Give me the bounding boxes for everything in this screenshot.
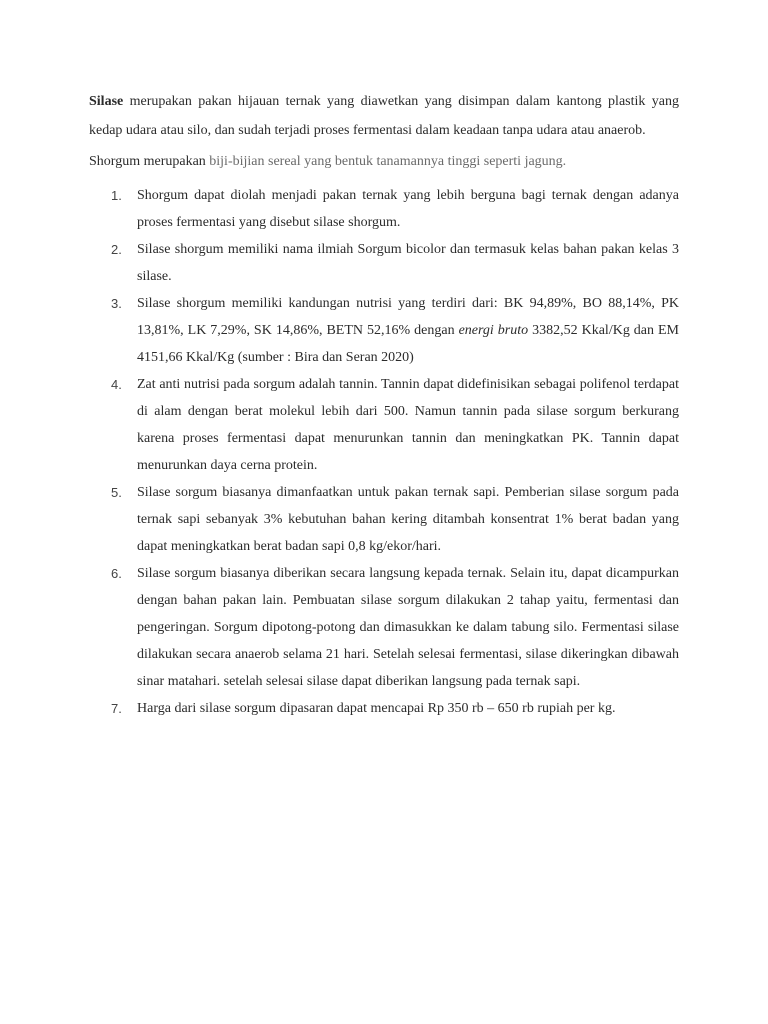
- list-text: 3382,52 Kkal/Kg dan EM 4151,66 Kkal/Kg (sumber : Bira dan Seran 2020): [137, 323, 680, 365]
- shorgum-rest: biji-bijian sereal yang bentuk tanamannya tinggi seperti jagung.: [209, 154, 567, 169]
- list-item: [89, 236, 679, 290]
- list-number: 3.: [111, 296, 122, 311]
- list-item: [89, 560, 679, 695]
- list-text-italic: energi bruto: [458, 323, 529, 338]
- shorgum-paragraph: [89, 148, 679, 176]
- shorgum-lead: Shorgum merupakan: [89, 154, 210, 169]
- list-item: [89, 290, 679, 371]
- list-text: Silase sorgum biasanya diberikan secara langsung kepada ternak. Selain itu, dapat dicampurkan dengan bahan pakan lain. Pembuatan silase sorgum dilakukan 2 tahap yaitu, fermentasi dan pengeringan. Sorgum dipotong-potong dan dimasukkan ke dalam tabung silo. Fermentasi silase dilakukan secara anaerob selama 21 hari. Setelah selesai fermentasi, silase dikeringkan dibawah sinar matahari. setelah selesai silase dapat diberikan langsung pada ternak sapi.: [137, 566, 679, 689]
- list-item: [89, 695, 679, 722]
- list-item: [89, 371, 679, 479]
- list-number: 7.: [111, 701, 122, 716]
- list-number: 1.: [111, 188, 122, 203]
- numbered-list: [89, 182, 679, 722]
- list-text: Zat anti nutrisi pada sorgum adalah tannin. Tannin dapat didefinisikan sebagai polifenol terdapat di alam dengan berat molekul lebih dari 500. Namun tannin pada silase sorgum berkurang karena proses fermentasi dapat menurunkan tannin dan meningkatkan PK. Tannin dapat menurunkan daya cerna protein.: [137, 377, 679, 473]
- intro-definition: merupakan pakan hijauan ternak yang diawetkan yang disimpan dalam kantong plastik yang kedap udara atau silo, dan sudah terjadi proses fermentasi dalam keadaan tanpa udara atau anaerob.: [89, 94, 679, 138]
- list-text: Silase shorgum memiliki nama ilmiah Sorgum bicolor dan termasuk kelas bahan pakan kelas 3 silase.: [137, 242, 679, 284]
- term-silase: Silase: [89, 94, 124, 109]
- list-text: Shorgum dapat diolah menjadi pakan ternak yang lebih berguna bagi ternak dengan adanya proses fermentasi yang disebut silase shorgum.: [137, 188, 679, 230]
- document-page: [89, 88, 679, 722]
- list-number: 5.: [111, 485, 122, 500]
- list-item: [89, 479, 679, 560]
- list-item: [89, 182, 679, 236]
- list-number: 4.: [111, 377, 122, 392]
- list-text: Silase shorgum memiliki kandungan nutrisi yang terdiri dari: BK 94,89%, BO 88,14%, PK 13,81%, LK 7,29%, SK 14,86%, BETN 52,16% dengan: [137, 296, 679, 338]
- list-text: Silase sorgum biasanya dimanfaatkan untuk pakan ternak sapi. Pemberian silase sorgum pada ternak sapi sebanyak 3% kebutuhan bahan kering ditambah konsentrat 1% berat badan yang dapat meningkatkan berat badan sapi 0,8 kg/ekor/hari.: [137, 485, 679, 554]
- list-number: 6.: [111, 566, 122, 581]
- list-number: 2.: [111, 242, 122, 257]
- list-text: Harga dari silase sorgum dipasaran dapat mencapai Rp 350 rb – 650 rb rupiah per kg.: [137, 701, 616, 716]
- intro-paragraph: [89, 88, 679, 145]
